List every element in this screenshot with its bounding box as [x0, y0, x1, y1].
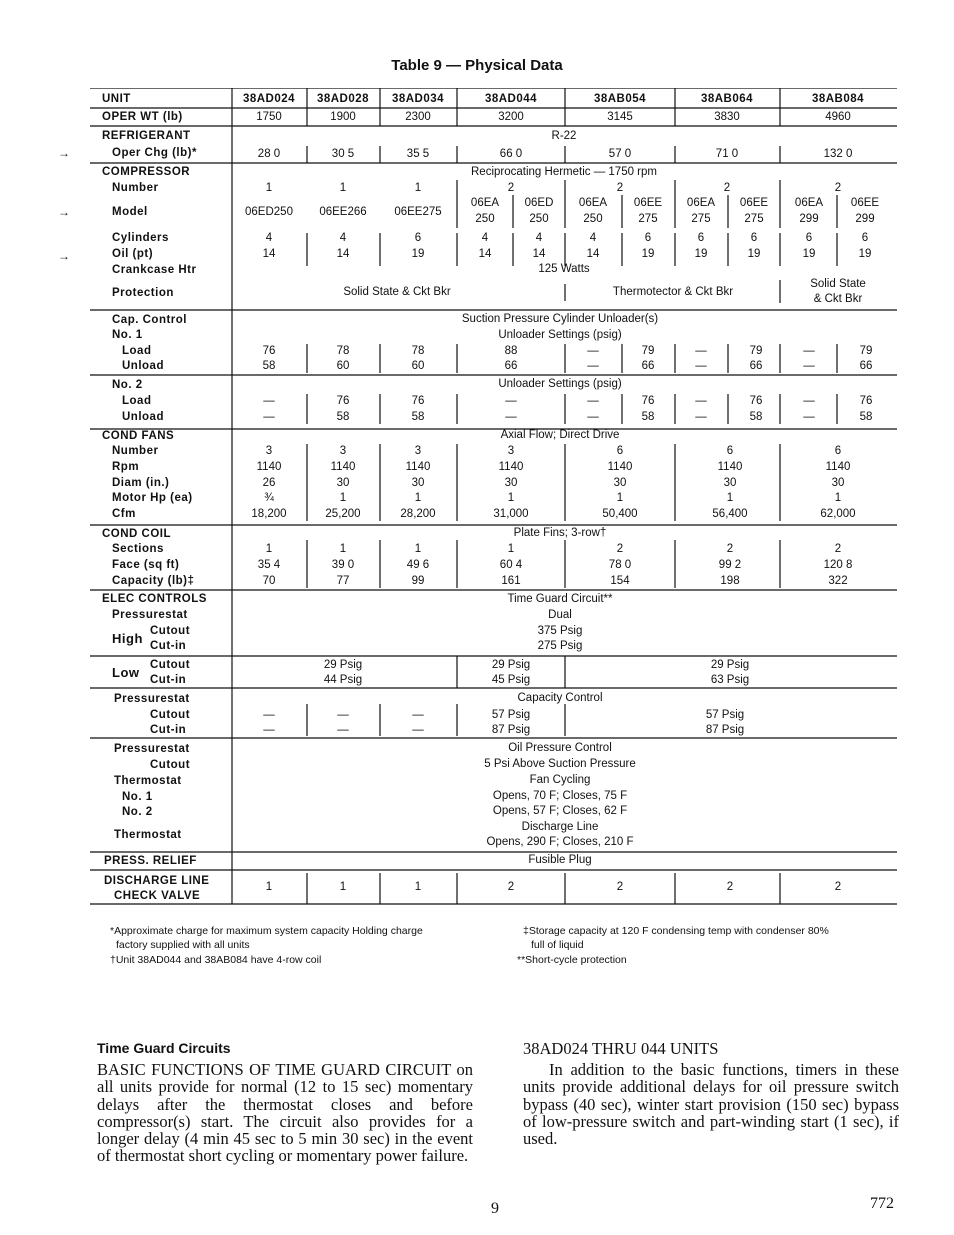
oper-chg-label: Oper Chg (lb)* — [112, 147, 197, 159]
oil-label: Oil (pt) — [112, 248, 154, 260]
model-value: 06ED250 — [245, 206, 293, 218]
refrigerant-value: R-22 — [551, 130, 577, 142]
oil-value: 14 — [532, 248, 546, 260]
fans-rpm: 1140 — [607, 461, 633, 473]
table-rules — [90, 88, 897, 906]
unit-header: UNIT — [102, 93, 131, 105]
cond-fans-label: COND FANS — [102, 430, 175, 442]
high-cutin-value: 275 Psig — [537, 640, 583, 652]
compressor-number: 2 — [723, 182, 731, 194]
footnote: ‡Storage capacity at 120 F condensing temp with condenser 80% — [523, 925, 829, 937]
footnote: **Short-cycle protection — [517, 954, 627, 966]
fans-rpm: 1140 — [498, 461, 524, 473]
unit-col-6: 38AB064 — [700, 93, 754, 105]
no1-unload-value: 58 — [262, 360, 276, 372]
fan-no2-value: Opens, 57 F; Closes, 62 F — [492, 805, 628, 817]
model-value: 06EE — [850, 197, 880, 209]
fans-cfm: 18,200 — [251, 508, 287, 520]
check-valve-value: 2 — [726, 881, 734, 893]
fans-rpm: 1140 — [717, 461, 743, 473]
coil-sections: 1 — [414, 543, 422, 555]
oper-chg-value: 71 0 — [715, 148, 739, 160]
model-value: 250 — [583, 213, 603, 225]
physical-data-table — [90, 88, 897, 906]
cap-cutin-value: 87 Psig — [491, 724, 531, 736]
cap-no2-label: No. 2 — [112, 379, 143, 391]
unit-col-1: 38AD024 — [242, 93, 296, 105]
no2-unload-value: 58 — [336, 411, 350, 423]
coil-capacity: 77 — [336, 575, 350, 587]
cylinders-label: Cylinders — [112, 232, 169, 244]
compressor-number: 2 — [616, 182, 624, 194]
no1-unload-value: 60 — [336, 360, 350, 372]
no1-unload-value: 66 — [504, 360, 518, 372]
thermostat-label: Thermostat — [114, 775, 182, 787]
unit-col-7: 38AB084 — [811, 93, 865, 105]
cap-no1-label: No. 1 — [112, 329, 143, 341]
oper-chg-value: 132 0 — [823, 148, 853, 160]
oil-value: 14 — [262, 248, 276, 260]
no2-load-value: — — [587, 395, 599, 407]
coil-capacity: 161 — [501, 575, 521, 587]
fans-rpm: 1140 — [256, 461, 282, 473]
no2-load-value: — — [695, 395, 707, 407]
no1-load-value: 78 — [411, 345, 425, 357]
no1-load-value: 79 — [859, 345, 873, 357]
no2-unload-value: 58 — [859, 411, 873, 423]
no2-unload-value: — — [587, 411, 599, 423]
oil-value: 19 — [747, 248, 761, 260]
fans-hp: 1 — [414, 492, 422, 504]
coil-capacity: 154 — [610, 575, 630, 587]
high-cutout-value: 375 Psig — [537, 625, 583, 637]
load-label: Load — [122, 395, 152, 407]
oil-value: 19 — [641, 248, 655, 260]
fans-cfm: 25,200 — [325, 508, 361, 520]
cap-cutout-value: 57 Psig — [705, 709, 745, 721]
check-valve-value: 1 — [339, 881, 347, 893]
fans-row-label: Diam (in.) — [112, 477, 170, 489]
no2-unload-value: — — [505, 411, 517, 423]
fans-hp: 1 — [507, 492, 515, 504]
oper-chg-value: 35 5 — [406, 148, 430, 160]
cap-cutout-dash: — — [337, 709, 349, 721]
low-label: Low — [112, 665, 140, 680]
footnote: *Approximate charge for maximum system capacity Holding charge — [110, 925, 423, 937]
no1-unload-value: 66 — [859, 360, 873, 372]
no1-label: No. 1 — [122, 791, 153, 803]
fan-no1-value: Opens, 70 F; Closes, 75 F — [492, 790, 628, 802]
number-label: Number — [112, 182, 159, 194]
crankcase-label: Crankcase Htr — [112, 264, 197, 276]
oil-cutout-value: 5 Psi Above Suction Pressure — [484, 758, 636, 770]
fans-cfm: 31,000 — [493, 508, 529, 520]
no2-unload-value: — — [695, 411, 707, 423]
oil-pressure-header: Oil Pressure Control — [508, 742, 612, 754]
cylinders-value: 4 — [589, 232, 597, 244]
fans-number: 6 — [616, 445, 624, 457]
model-value: 06EA — [686, 197, 716, 209]
oper-wt-value: 3200 — [498, 111, 524, 123]
cap-cutin-dash: — — [412, 724, 424, 736]
check-valve-value: 2 — [834, 881, 842, 893]
coil-capacity: 70 — [262, 575, 276, 587]
footnote: factory supplied with all units — [116, 939, 250, 951]
cylinders-value: 6 — [697, 232, 705, 244]
no1-load-value: 78 — [336, 345, 350, 357]
protection-value: Solid State — [810, 278, 866, 290]
no2-load-value: 76 — [411, 395, 425, 407]
pressurestat-label: Pressurestat — [114, 743, 190, 755]
coil-face: 99 2 — [718, 559, 742, 571]
cylinders-value: 6 — [805, 232, 813, 244]
discharge-line-value: Opens, 290 F; Closes, 210 F — [486, 836, 634, 848]
cond-coil-type: Plate Fins; 3-row† — [513, 527, 607, 539]
model-value: 06EE — [739, 197, 769, 209]
cap-header: Unloader Settings (psig) — [498, 378, 622, 390]
low-cutout-value: 29 Psig — [491, 659, 531, 671]
cap-cutout-dash: — — [412, 709, 424, 721]
low-cutin-value: 63 Psig — [710, 674, 750, 686]
cutout-label: Cutout — [150, 759, 191, 771]
fans-cfm: 62,000 — [820, 508, 856, 520]
no2-load-value: — — [263, 395, 275, 407]
page-number: 9 — [491, 1200, 499, 1217]
compressor-number: 2 — [507, 182, 515, 194]
elec-controls-label: ELEC CONTROLS — [102, 593, 207, 605]
no1-load-value: — — [695, 345, 707, 357]
oil-value: 19 — [802, 248, 816, 260]
oper-wt-label: OPER WT (lb) — [102, 111, 183, 123]
fans-diam: 30 — [411, 477, 425, 489]
no2-load-value: — — [803, 395, 815, 407]
fans-rpm: 1140 — [330, 461, 356, 473]
coil-row-label: Face (sq ft) — [112, 559, 180, 571]
cond-coil-label: COND COIL — [102, 528, 172, 540]
protection-value: Thermotector & Ckt Bkr — [612, 286, 734, 298]
cond-fans-type: Axial Flow; Direct Drive — [500, 429, 620, 441]
model-value: 06EA — [794, 197, 824, 209]
high-label: High — [112, 631, 143, 646]
fans-number: 6 — [834, 445, 842, 457]
model-value: 06ED — [524, 197, 554, 209]
fans-row-label: Motor Hp (ea) — [112, 492, 193, 504]
cylinders-value: 6 — [861, 232, 869, 244]
footnote: full of liquid — [531, 939, 584, 951]
protection-value: & Ckt Bkr — [813, 293, 863, 305]
protection-label: Protection — [112, 287, 174, 299]
fans-cfm: 56,400 — [712, 508, 748, 520]
model-value: 06EE266 — [319, 206, 367, 218]
fans-hp: ¾ — [264, 492, 274, 504]
protection-value: Solid State & Ckt Bkr — [343, 286, 451, 298]
low-cutin-value: 45 Psig — [491, 674, 531, 686]
no2-unload-value: — — [263, 411, 275, 423]
time-guard-heading: Time Guard Circuits — [97, 1040, 231, 1056]
coil-face: 39 0 — [331, 559, 355, 571]
cap-cutin-dash: — — [263, 724, 275, 736]
unload-label: Unload — [122, 411, 164, 423]
no1-unload-value: 66 — [749, 360, 763, 372]
coil-sections: 2 — [616, 543, 624, 555]
no1-unload-value: — — [587, 360, 599, 372]
model-label: Model — [112, 206, 148, 218]
fans-diam: 30 — [723, 477, 737, 489]
cutout-label: Cutout — [150, 709, 191, 721]
fans-row-label: Number — [112, 445, 159, 457]
fans-hp: 1 — [726, 492, 734, 504]
compressor-type: Reciprocating Hermetic — 1750 rpm — [471, 166, 657, 178]
oper-chg-value: 28 0 — [257, 148, 281, 160]
oil-value: 14 — [336, 248, 350, 260]
fans-cfm: 50,400 — [602, 508, 638, 520]
fans-rpm: 1140 — [825, 461, 851, 473]
no2-unload-value: 58 — [411, 411, 425, 423]
compressor-number: 1 — [339, 182, 347, 194]
fans-number: 3 — [507, 445, 515, 457]
fans-number: 3 — [414, 445, 422, 457]
low-cutout-value: 29 Psig — [323, 659, 363, 671]
coil-row-label: Capacity (lb)‡ — [112, 575, 195, 587]
fans-diam: 30 — [336, 477, 350, 489]
no2-load-value: 76 — [336, 395, 350, 407]
oper-wt-value: 1900 — [330, 111, 356, 123]
low-cutin-value: 44 Psig — [323, 674, 363, 686]
no1-load-value: — — [803, 345, 815, 357]
no2-load-value: 76 — [859, 395, 873, 407]
coil-capacity: 322 — [828, 575, 848, 587]
model-value: 250 — [475, 213, 495, 225]
fans-hp: 1 — [339, 492, 347, 504]
check-valve-value: 2 — [507, 881, 515, 893]
no1-unload-value: — — [695, 360, 707, 372]
coil-face: 78 0 — [608, 559, 632, 571]
table-title: Table 9 — Physical Data — [391, 57, 563, 74]
cylinders-value: 4 — [481, 232, 489, 244]
load-label: Load — [122, 345, 152, 357]
unit-col-5: 38AB054 — [593, 93, 647, 105]
no2-load-value: 76 — [641, 395, 655, 407]
coil-face: 49 6 — [406, 559, 430, 571]
check-valve-value: 1 — [414, 881, 422, 893]
no2-unload-value: — — [803, 411, 815, 423]
coil-sections: 2 — [726, 543, 734, 555]
oper-chg-value: 57 0 — [608, 148, 632, 160]
cutin-label: Cut-in — [150, 640, 187, 652]
fans-hp: 1 — [616, 492, 624, 504]
press-relief-value: Fusible Plug — [528, 854, 592, 866]
check-valve-value: 2 — [616, 881, 624, 893]
no1-unload-value: 60 — [411, 360, 425, 372]
check-valve-value: 1 — [265, 881, 273, 893]
compressor-number: 1 — [265, 182, 273, 194]
model-value: 275 — [691, 213, 711, 225]
cylinders-value: 6 — [644, 232, 652, 244]
compressor-label: COMPRESSOR — [102, 166, 191, 178]
cutout-label: Cutout — [150, 659, 191, 671]
no1-load-value: 76 — [262, 345, 276, 357]
coil-sections: 1 — [265, 543, 273, 555]
model-value: 06EE275 — [394, 206, 442, 218]
fans-row-label: Rpm — [112, 461, 140, 473]
cutout-label: Cutout — [150, 625, 191, 637]
document-number: 772 — [870, 1195, 894, 1212]
no2-load-value: — — [505, 395, 517, 407]
change-arrow-icon: → — [58, 205, 70, 219]
coil-sections: 1 — [339, 543, 347, 555]
model-value: 275 — [744, 213, 764, 225]
fans-row-label: Cfm — [112, 508, 136, 520]
press-relief-label: PRESS. RELIEF — [104, 855, 197, 867]
fans-rpm: 1140 — [405, 461, 431, 473]
units-section-body: In addition to the basic functions, timers in these units provide additional delays for oil pressure switch bypass (40 sec), winter start provision (150 sec) bypass of low-pressure switch and part-winding start (1 sec), if used. — [523, 1060, 899, 1149]
model-value: 275 — [638, 213, 658, 225]
crankcase-value: 125 Watts — [538, 263, 590, 275]
no2-unload-value: 58 — [749, 411, 763, 423]
thermostat-label: Thermostat — [114, 829, 182, 841]
low-cutout-value: 29 Psig — [710, 659, 750, 671]
compressor-number: 2 — [834, 182, 842, 194]
no1-load-value: 88 — [504, 345, 518, 357]
check-valve-label: DISCHARGE LINE — [104, 875, 210, 887]
cylinders-value: 4 — [535, 232, 543, 244]
cylinders-value: 4 — [265, 232, 273, 244]
model-value: 06EA — [470, 197, 500, 209]
coil-capacity: 198 — [720, 575, 740, 587]
unit-col-3: 38AD034 — [391, 93, 445, 105]
oil-value: 14 — [586, 248, 600, 260]
coil-row-label: Sections — [112, 543, 164, 555]
cutin-label: Cut-in — [150, 724, 187, 736]
coil-sections: 2 — [834, 543, 842, 555]
oper-wt-value: 4960 — [825, 111, 851, 123]
check-valve-label: CHECK VALVE — [114, 890, 201, 902]
fans-number: 3 — [265, 445, 273, 457]
pressurestat-label: Pressurestat — [112, 609, 188, 621]
fans-number: 3 — [339, 445, 347, 457]
fans-diam: 30 — [504, 477, 518, 489]
coil-face: 35 4 — [257, 559, 281, 571]
cylinders-value: 6 — [750, 232, 758, 244]
cylinders-value: 6 — [414, 232, 422, 244]
discharge-line-header: Discharge Line — [521, 821, 599, 833]
fans-diam: 26 — [262, 477, 276, 489]
no1-load-value: 79 — [641, 345, 655, 357]
cap-cutout-value: 57 Psig — [491, 709, 531, 721]
oper-wt-value: 2300 — [405, 111, 431, 123]
cap-cutout-dash: — — [263, 709, 275, 721]
unload-label: Unload — [122, 360, 164, 372]
fans-number: 6 — [726, 445, 734, 457]
compressor-number: 1 — [414, 182, 422, 194]
oil-value: 19 — [858, 248, 872, 260]
coil-face: 60 4 — [499, 559, 523, 571]
cap-cutin-dash: — — [337, 724, 349, 736]
change-arrow-icon: → — [58, 249, 70, 263]
oil-value: 19 — [694, 248, 708, 260]
unit-col-4: 38AD044 — [484, 93, 538, 105]
time-guard-body: BASIC FUNCTIONS OF TIME GUARD CIRCUIT on all units provide for normal (12 to 15 sec) momentary delays after the thermostat closes and before compressor(s) start. The circuit also provides for a longer delay (4 min 45 sec to 5 min 30 sec) in the event of thermostat short cycling or momentary power failure. — [97, 1060, 473, 1166]
units-section-heading: 38AD024 THRU 044 UNITS — [523, 1039, 719, 1058]
model-value: 06EE — [633, 197, 663, 209]
no2-unload-value: 58 — [641, 411, 655, 423]
fans-cfm: 28,200 — [400, 508, 436, 520]
no1-load-value: 79 — [749, 345, 763, 357]
oper-chg-value: 66 0 — [499, 148, 523, 160]
dual-value: Dual — [548, 609, 572, 621]
cap-control-header: Capacity Control — [517, 692, 603, 704]
coil-capacity: 99 — [411, 575, 425, 587]
cap-control-label: Cap. Control — [112, 314, 187, 326]
no2-load-value: 76 — [749, 395, 763, 407]
cap-cutin-value: 87 Psig — [705, 724, 745, 736]
model-value: 299 — [799, 213, 819, 225]
no1-unload-value: 66 — [641, 360, 655, 372]
fan-cycling-header: Fan Cycling — [529, 774, 591, 786]
oper-chg-value: 30 5 — [331, 148, 355, 160]
model-value: 299 — [855, 213, 875, 225]
refrigerant-label: REFRIGERANT — [102, 130, 191, 142]
oil-value: 19 — [411, 248, 425, 260]
no2-label: No. 2 — [122, 806, 153, 818]
cap-header: Unloader Settings (psig) — [498, 329, 622, 341]
model-value: 250 — [529, 213, 549, 225]
cap-header: Suction Pressure Cylinder Unloader(s) — [461, 313, 659, 325]
pressurestat-label: Pressurestat — [114, 693, 190, 705]
oper-wt-value: 3145 — [607, 111, 633, 123]
cutin-label: Cut-in — [150, 674, 187, 686]
time-guard-value: Time Guard Circuit** — [507, 593, 613, 605]
coil-face: 120 8 — [823, 559, 853, 571]
no1-unload-value: — — [803, 360, 815, 372]
unit-col-2: 38AD028 — [316, 93, 370, 105]
footnote: †Unit 38AD044 and 38AB084 have 4-row coil — [110, 954, 322, 966]
change-arrow-icon: → — [58, 146, 70, 160]
no1-load-value: — — [587, 345, 599, 357]
fans-hp: 1 — [834, 492, 842, 504]
oper-wt-value: 1750 — [256, 111, 282, 123]
fans-diam: 30 — [613, 477, 627, 489]
coil-sections: 1 — [507, 543, 515, 555]
cylinders-value: 4 — [339, 232, 347, 244]
fans-diam: 30 — [831, 477, 845, 489]
model-value: 06EA — [578, 197, 608, 209]
oper-wt-value: 3830 — [714, 111, 740, 123]
oil-value: 14 — [478, 248, 492, 260]
